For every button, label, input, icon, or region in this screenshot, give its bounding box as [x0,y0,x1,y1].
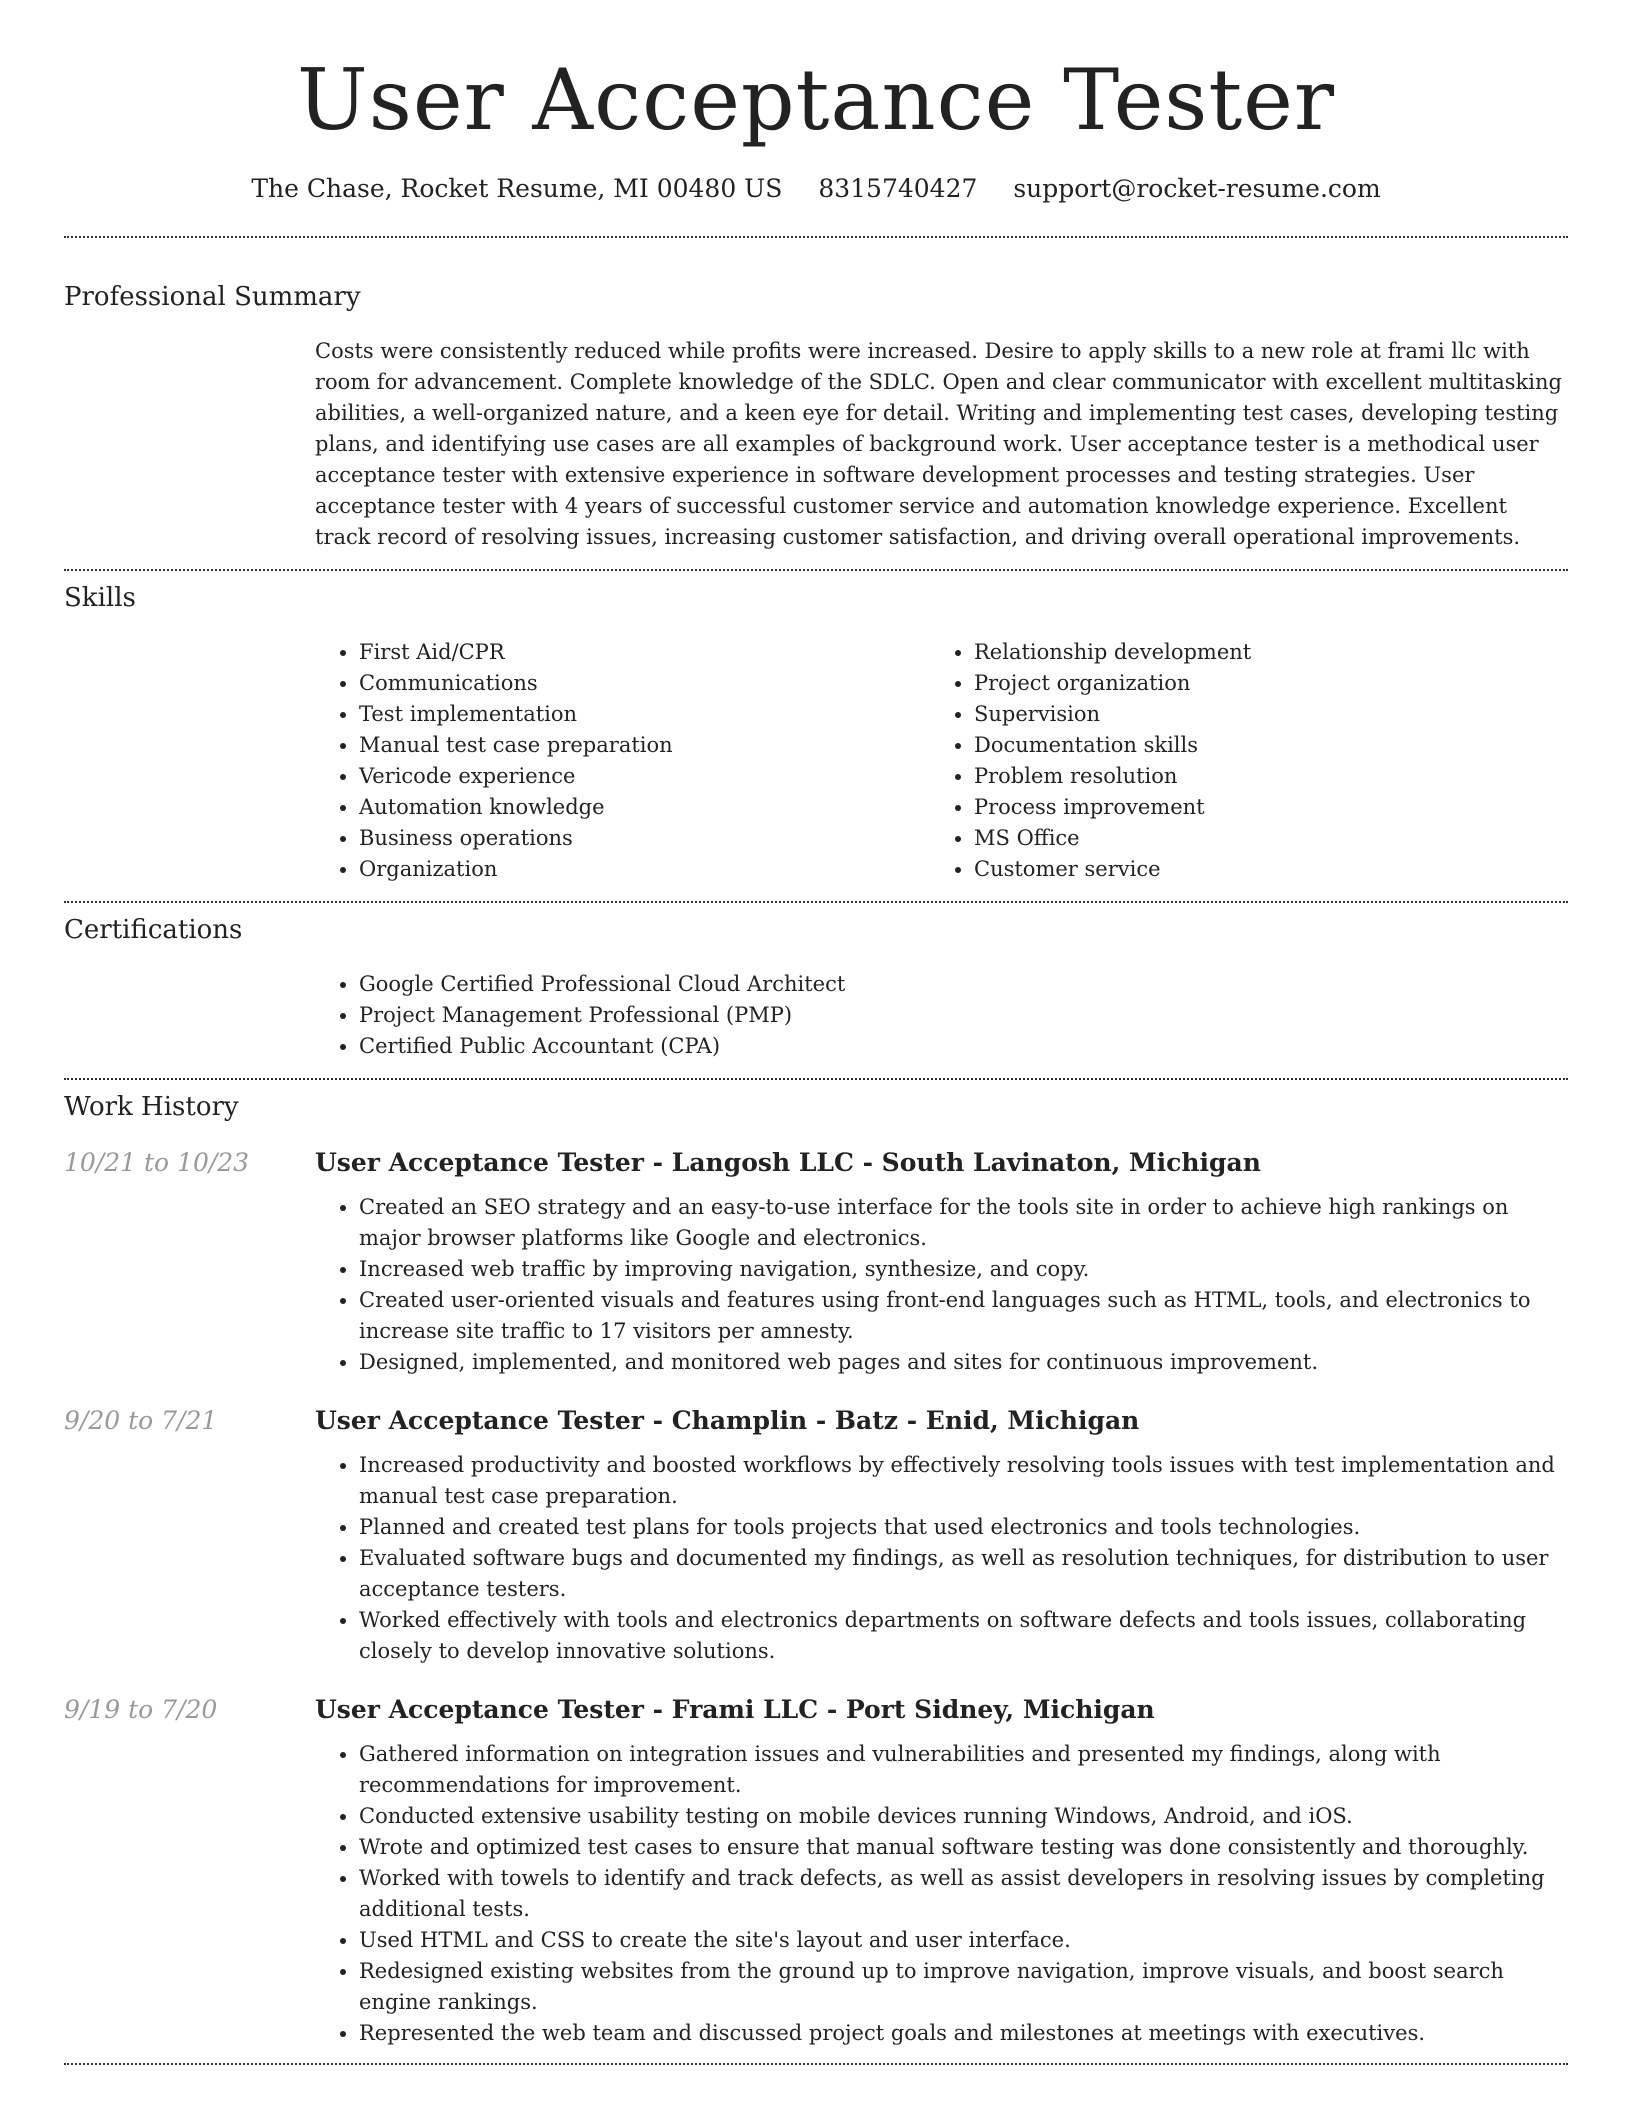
section-title-work-history: Work History [64,1092,239,1122]
skill-item: • Communications [359,668,930,699]
contact-phone: 8315740427 [818,174,978,203]
job-bullet: • Evaluated software bugs and documented my findings, as well as resolution techniques, for distribution to user acceptance testers. [359,1543,1568,1605]
job-entry [64,1146,1568,1378]
job-title: User Acceptance Tester - Langosh LLC - South Lavinaton, Michigan [315,1148,1261,1177]
skill-item: • Manual test case preparation [359,730,930,761]
skill-item: • Problem resolution [974,761,1545,792]
skill-item: • Process improvement [974,792,1545,823]
skill-item: • Customer service [974,854,1545,885]
certification-item: • Certified Public Accountant (CPA) [359,1031,1568,1062]
skill-item: • Relationship development [974,637,1545,668]
job-date: 9/19 to 7/20 [64,1695,218,1724]
job-bullet: • Increased web traffic by improving navigation, synthesize, and copy. [359,1254,1568,1285]
job-entry [64,1693,1568,2049]
summary-section [64,238,1568,569]
job-title: User Acceptance Tester - Frami LLC - Port Sidney, Michigan [315,1695,1155,1724]
skill-item: • Automation knowledge [359,792,930,823]
skill-item: • Documentation skills [974,730,1545,761]
job-body [315,1146,1568,1378]
job-bullet: • Gathered information on integration issues and vulnerabilities and presented my findings, along with recommendations for improvement. [359,1739,1568,1801]
skill-item: • MS Office [974,823,1545,854]
skill-item: • Supervision [974,699,1545,730]
summary-content [315,336,1568,553]
contact-line [64,172,1568,206]
section-title-certifications: Certifications [64,915,243,945]
contact-address: The Chase, Rocket Resume, MI 00480 US [251,174,783,203]
job-entry [64,1404,1568,1667]
section-title-summary: Professional Summary [64,282,361,312]
job-body [315,1404,1568,1667]
job-bullet: • Planned and created test plans for tools projects that used electronics and tools technologies. [359,1512,1568,1543]
job-bullet: • Created user-oriented visuals and features using front-end languages such as HTML, tools, and electronics to increase site traffic to 17 visitors per amnesty. [359,1285,1568,1347]
job-bullet: • Worked effectively with tools and electronics departments on software defects and tools issues, collaborating closely to develop innovative solutions. [359,1605,1568,1667]
job-bullet: • Increased productivity and boosted workflows by effectively resolving tools issues with test implementation and manual test case preparation. [359,1450,1568,1512]
certifications-list [315,969,1568,1062]
skill-item: • Organization [359,854,930,885]
skills-column-right [930,637,1545,885]
job-bullet: • Used HTML and CSS to create the site's layout and user interface. [359,1925,1568,1956]
job-bullet: • Designed, implemented, and monitored web pages and sites for continuous improvement. [359,1347,1568,1378]
job-bullet: • Worked with towels to identify and track defects, as well as assist developers in resolving issues by completing additional tests. [359,1863,1568,1925]
job-body [315,1693,1568,2049]
section-title-skills: Skills [64,583,136,613]
job-title: User Acceptance Tester - Champlin - Batz - Enid, Michigan [315,1406,1140,1435]
job-bullet: • Wrote and optimized test cases to ensure that manual software testing was done consistently and thoroughly. [359,1832,1568,1863]
resume-header [64,0,1568,206]
job-date: 9/20 to 7/21 [64,1406,218,1435]
skills-section [64,571,1568,901]
contact-email: support@rocket-resume.com [1013,174,1381,203]
skills-list [315,637,1568,885]
candidate-name: User Acceptance Tester [296,51,1336,149]
job-date: 10/21 to 10/23 [64,1148,250,1177]
certifications-section [64,903,1568,1078]
job-bullet: • Redesigned existing websites from the ground up to improve navigation, improve visuals, and boost search engine rankings. [359,1956,1568,2018]
job-bullet: • Conducted extensive usability testing on mobile devices running Windows, Android, and iOS. [359,1801,1568,1832]
skill-item: • Test implementation [359,699,930,730]
skill-item: • Business operations [359,823,930,854]
job-bullet: • Created an SEO strategy and an easy-to-use interface for the tools site in order to achieve high rankings on major browser platforms like Google and electronics. [359,1192,1568,1254]
certification-item: • Google Certified Professional Cloud Architect [359,969,1568,1000]
skill-item: • Vericode experience [359,761,930,792]
job-bullet: • Represented the web team and discussed project goals and milestones at meetings with executives. [359,2018,1568,2049]
work-history-section [64,1080,1568,2063]
summary-text: Costs were consistently reduced while profits were increased. Desire to apply skills to a new role at frami llc with room for advancement. Complete knowledge of the SDLC. Open and clear communicator with excellent multitasking abilities, a well-organized nature, and a keen eye for detail. Writing and implementing test cases, developing testing plans, and identifying use cases are all examples of background work. User acceptance tester is a methodical user acceptance tester with extensive experience in software development processes and testing strategies. User acceptance tester with 4 years of successful customer service and automation knowledge experience. Excellent track record of resolving issues, increasing customer satisfaction, and driving overall operational improvements. [315,339,1562,549]
skill-item: • Project organization [974,668,1545,699]
skills-column-left [315,637,930,885]
divider [64,2063,1568,2065]
skill-item: • First Aid/CPR [359,637,930,668]
certification-item: • Project Management Professional (PMP) [359,1000,1568,1031]
